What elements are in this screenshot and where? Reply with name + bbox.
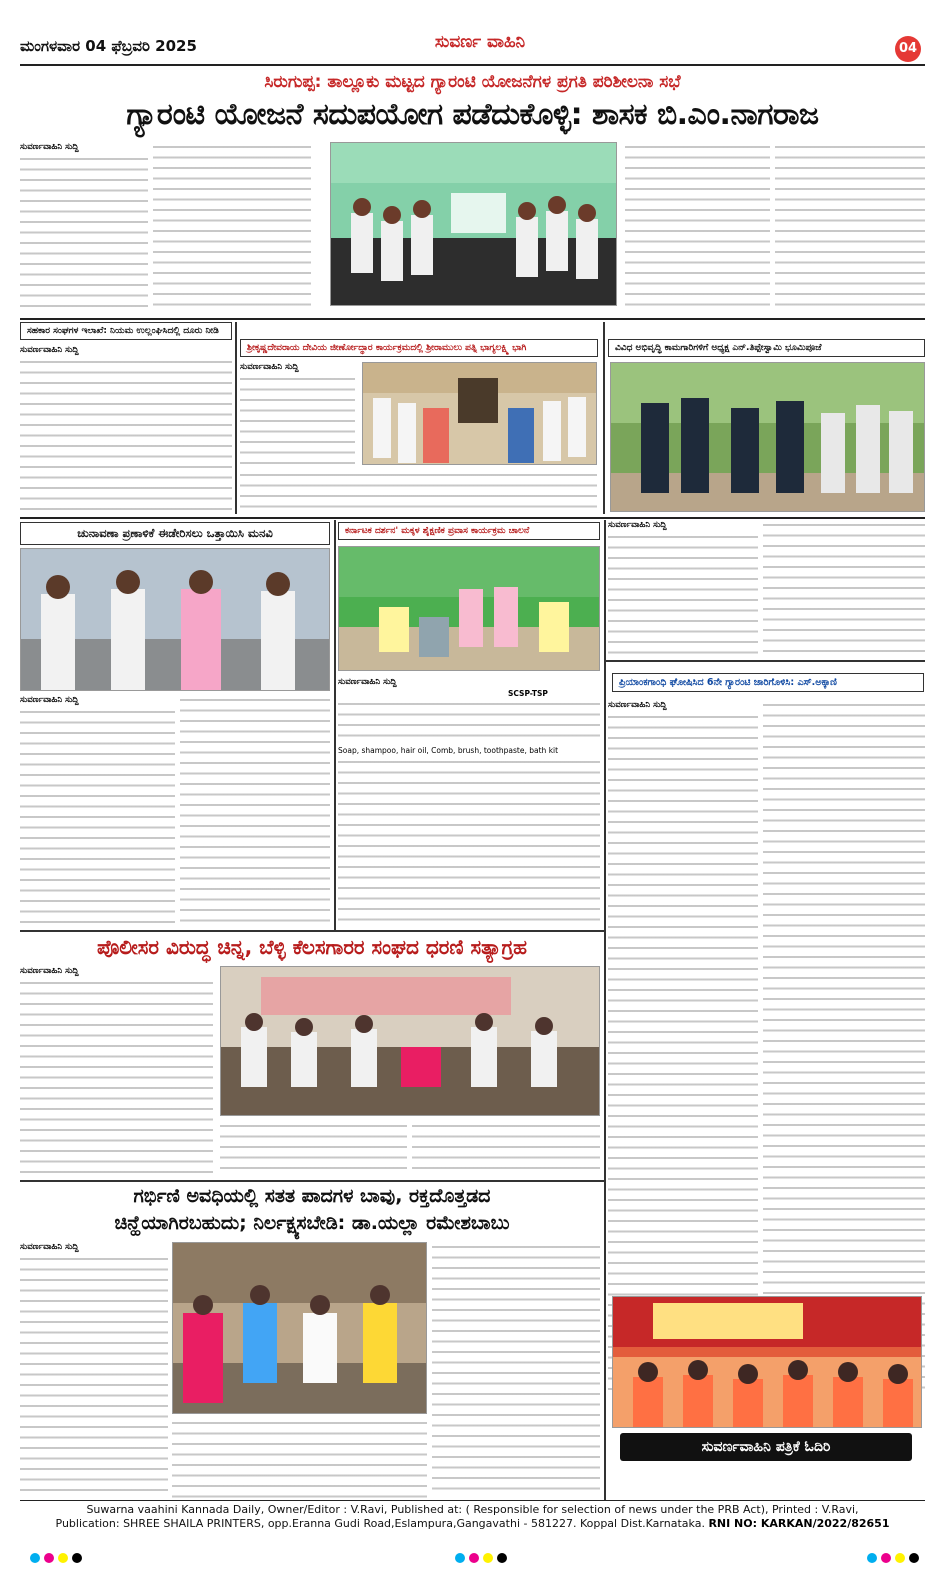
pregnancy-story-3 (432, 1242, 600, 1497)
protest-dateline: ಸುವರ್ಣವಾಹಿನಿ ಸುದ್ದಿ (20, 966, 79, 976)
pregnancy-dateline: ಸುವರ್ಣವಾಹಿನಿ ಸುದ್ದಿ (20, 1242, 79, 1252)
guarantee-story-1 (608, 700, 758, 1390)
scsp-label: SCSP-TSP (508, 689, 548, 698)
protest-story-4 (20, 1125, 213, 1177)
union-photo-image (613, 1297, 922, 1428)
guarantee-dateline: ಸುವರ್ಣವಾಹಿನಿ ಸುದ್ದಿ (608, 700, 667, 710)
rule-2 (20, 517, 925, 519)
election-story-2 (180, 695, 330, 924)
divider (604, 930, 606, 1500)
footer-rule (20, 1500, 925, 1501)
protest-story-3 (412, 1121, 600, 1176)
section-title-pregnancy (20, 1183, 604, 1237)
registration-dot (483, 1553, 493, 1563)
protest-photo-image (221, 967, 600, 1116)
imprint-line-1: Suwarna vaahini Kannada Daily, Owner/Editor : V.Ravi, Published at: ( Responsible for selection of news under the PRB Act), Printed : V.Ravi, (86, 1503, 859, 1516)
guarantee-story-2 (763, 700, 925, 1390)
section-title-temple: ಶ್ರೀಕೃಷ್ಣದೇವರಾಯ ದೇವಿಯ ಜೀರ್ಣೋದ್ಧಾರ ಕಾರ್ಯಕ್ರಮದಲ್ಲಿ ಶ್ರೀರಾಮುಲು ಪತ್ನಿ ಭಾಗ್ಯಲಕ್ಷ್ಮಿ ಭಾಗಿ (240, 339, 598, 357)
registration-dot (895, 1553, 905, 1563)
header-rule (20, 64, 925, 66)
registration-dot (867, 1553, 877, 1563)
cooperative-dateline: ಸುವರ್ಣವಾಹಿನಿ ಸುದ್ದಿ (20, 345, 79, 355)
development-dateline: ಸುವರ್ಣವಾಹಿನಿ ಸುದ್ದಿ (608, 520, 667, 530)
development-story-1 (608, 520, 758, 655)
pregnancy-story-2 (172, 1418, 427, 1498)
pregnancy-photo-image (173, 1243, 427, 1414)
development-photo-image (611, 363, 925, 512)
development-story-2 (763, 520, 925, 655)
protest-story-1 (20, 966, 213, 1121)
protest-story-2 (220, 1121, 407, 1176)
divider (604, 520, 606, 930)
divider (334, 520, 336, 930)
union-photo (612, 1296, 922, 1428)
protest-photo (220, 966, 600, 1116)
lead-col-4 (775, 142, 925, 314)
registration-dot (30, 1553, 40, 1563)
registration-dot (44, 1553, 54, 1563)
masthead-logo (395, 32, 565, 60)
pregnancy-story-1 (20, 1242, 168, 1497)
divider (20, 930, 604, 932)
section-title-protest: ಪೊಲೀಸರ ವಿರುದ್ಧ ಚಿನ್ನ, ಬೆಳ್ಳಿ ಕೆಲಸಗಾರರ ಸಂಘದ ಧರಣಿ ಸತ್ಯಾಗ್ರಹ (96, 935, 528, 959)
lead-photo (330, 142, 617, 306)
cooperative-story (20, 345, 232, 513)
section-title-election: ಚುನಾವಣಾ ಪ್ರಣಾಳಿಕೆ ಈಡೇರಿಸಲು ಒತ್ತಾಯಿಸಿ ಮನವಿ (20, 522, 330, 545)
lead-dateline: ಸುವರ್ಣವಾಹಿನಿ ಸುದ್ದಿ (20, 142, 79, 152)
registration-dot (469, 1553, 479, 1563)
registration-dot (455, 1553, 465, 1563)
pregnancy-title-line-2: ಚಿನ್ಹೆಯಾಗಿರಬಹುದು; ನಿರ್ಲಕ್ಷ್ಯಸಬೇಡಿ: ಡಾ.ಯಲ್ಲಾ ರಮೇಶಬಾಬು (114, 1212, 510, 1234)
imprint (20, 1503, 925, 1531)
registration-dot (72, 1553, 82, 1563)
tour-story (338, 677, 600, 927)
issue-date: ಮಂಗಳವಾರ 04 ಫೆಬ್ರವರಿ 2025 (20, 37, 197, 55)
divider (20, 1180, 604, 1182)
lead-col-1 (20, 142, 148, 314)
election-photo-image (21, 549, 330, 691)
temple-photo-image (363, 363, 597, 465)
lead-kicker: ಸಿರುಗುಪ್ಪ: ತಾಲ್ಲೂಕು ಮಟ್ಟದ ಗ್ಯಾರಂಟಿ ಯೋಜನೆಗಳ ಪ್ರಗತಿ ಪರಿಶೀಲನಾ ಸಭೆ (264, 72, 681, 92)
lead-photo-image (331, 143, 617, 306)
temple-story (240, 362, 355, 468)
tour-photo-image (339, 547, 600, 671)
section-title-cooperative: ಸಹಕಾರ ಸಂಘಗಳ ಇಲಾಖೆ: ನಿಯಮ ಉಲ್ಲಂಘಿಸಿದಲ್ಲಿ ದೂರು ನೀಡಿ (20, 322, 232, 340)
lead-col-3 (625, 142, 770, 314)
section-title-tour: ಕರ್ನಾಟಕ ದರ್ಶನ' ಮಕ್ಕಳ ಶೈಕ್ಷಣಿಕ ಪ್ರವಾಸ ಕಾರ್ಯಕ್ರಮ ಚಾಲನೆ (338, 522, 600, 540)
promo-banner: ಸುವರ್ಣವಾಹಿನಿ ಪತ್ರಿಕೆ ಓದಿರಿ (620, 1433, 912, 1461)
temple-photo (362, 362, 597, 465)
development-photo (610, 362, 925, 512)
tour-photo (338, 546, 600, 671)
section-title-development: ವಿವಿಧ ಅಭಿವೃದ್ಧಿ ಕಾಮಗಾರಿಗಳಿಗೆ ಅಧ್ಯಕ್ಷ ಎನ್.ತಿಪ್ಪೇಸ್ವಾಮಿ ಭೂಮಿಪೂಜೆ (608, 339, 925, 357)
divider (604, 660, 925, 662)
election-story-1 (20, 695, 175, 924)
pregnancy-photo (172, 1242, 427, 1414)
lead-headline: ಗ್ಯಾರಂಟಿ ಯೋಜನೆ ಸದುಪಯೋಗ ಪಡೆದುಕೊಳ್ಳಿ: ಶಾಸಕ ಬಿ.ಎಂ.ನಾಗರಾಜ (126, 97, 819, 132)
registration-dot (881, 1553, 891, 1563)
masthead-text: ಸುವರ್ಣ ವಾಹಿನಿ (434, 32, 526, 52)
rni-number: RNI NO: KARKAN/2022/82651 (708, 1517, 890, 1530)
temple-dateline: ಸುವರ್ಣವಾಹಿನಿ ಸುದ್ದಿ (240, 362, 299, 372)
divider (603, 322, 605, 514)
registration-dot (58, 1553, 68, 1563)
lead-col-2 (153, 142, 311, 314)
kit-items: Soap, shampoo, hair oil, Comb, brush, toothpaste, bath kit (338, 746, 559, 755)
section-title-guarantee: ಪ್ರಿಯಾಂಕಗಾಂಧಿ ಘೋಷಿಸಿದ 6ನೇ ಗ್ಯಾರಂಟಿ ಜಾರಿಗೊಳಿಸಿ: ಎಸ್.ಅಕ್ಕಾಣಿ (612, 673, 924, 692)
registration-dot (909, 1553, 919, 1563)
pregnancy-title-line-1: ಗರ್ಭಿಣಿ ಅವಧಿಯಲ್ಲಿ ಸತತ ಪಾದಗಳ ಬಾವು, ರಕ್ತದೊತ್ತಡದ (133, 1185, 491, 1207)
election-photo (20, 548, 330, 691)
rule-1 (20, 318, 925, 320)
page-number-badge: 04 (895, 36, 921, 62)
imprint-publisher: Publication: SHREE SHAILA PRINTERS, opp.Eranna Gudi Road,Eslampura,Gangavathi - 581227. Koppal Dist.Karnataka. (55, 1517, 705, 1530)
temple-story-cont (240, 470, 597, 514)
imprint-line-2 (20, 1517, 925, 1531)
registration-dot (497, 1553, 507, 1563)
election-dateline: ಸುವರ್ಣವಾಹಿನಿ ಸುದ್ದಿ (20, 695, 79, 705)
divider (235, 322, 237, 514)
tour-dateline: ಸುವರ್ಣವಾಹಿನಿ ಸುದ್ದಿ (338, 677, 397, 687)
